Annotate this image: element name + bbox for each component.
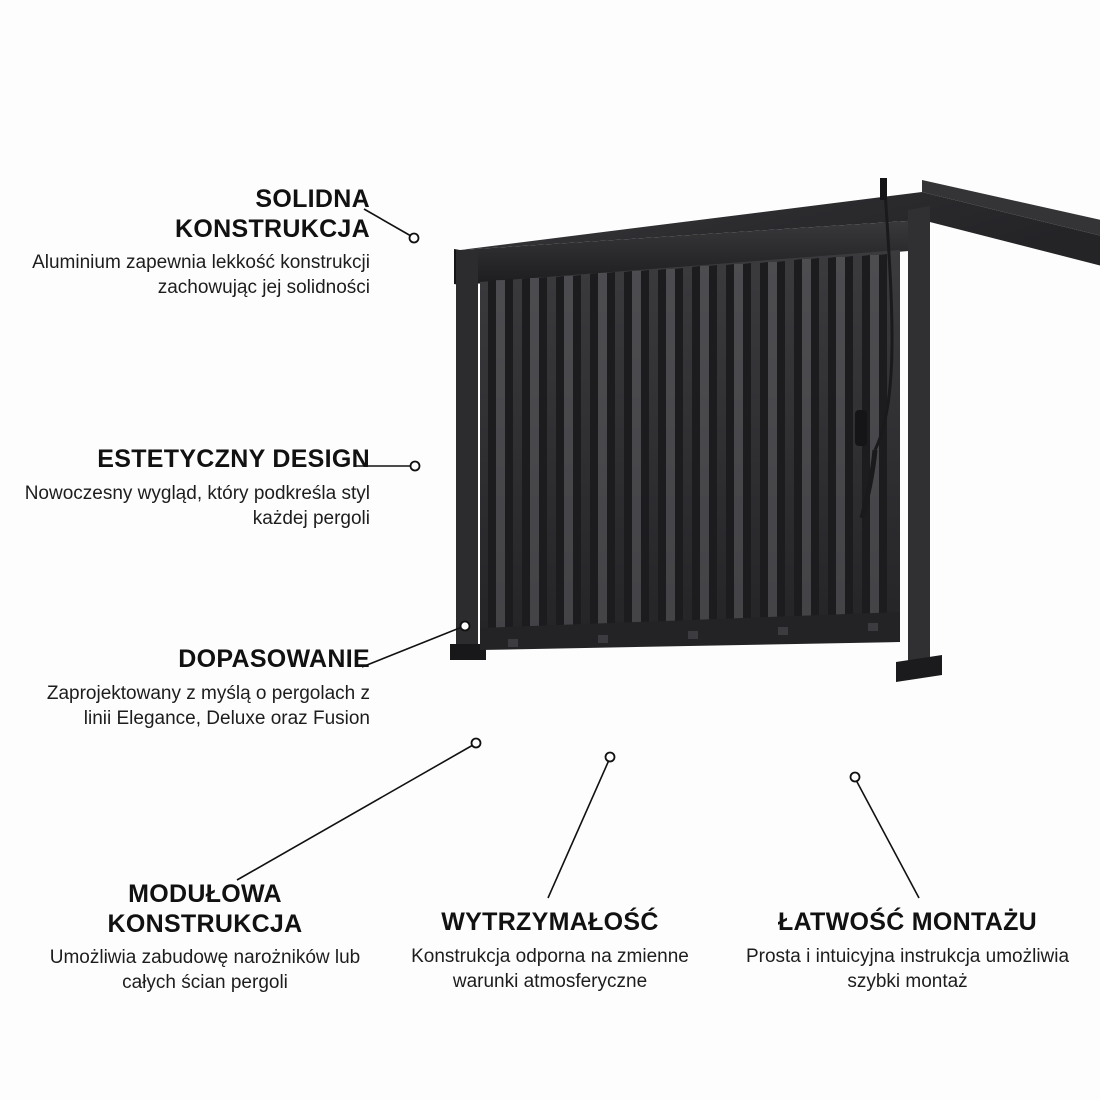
feature-title-line2: KONSTRUKCJA (175, 214, 370, 243)
connector-modulowa (237, 745, 473, 880)
feature-title-line2: KONSTRUKCJA (107, 909, 303, 938)
feature-description: Nowoczesny wygląd, który podkreśla styl każdej pergoli (24, 482, 370, 529)
rear-post-foot (896, 655, 942, 682)
feature-description: Prosta i intuicyjna instrukcja umożliwia szybki montaż (745, 945, 1070, 992)
feature-title: ŁATWOŚĆ MONTAŻU (777, 908, 1038, 936)
feature-description: Aluminium zapewnia lekkość konstrukcji zachowując jej solidności (32, 252, 370, 299)
cable-mount (880, 178, 887, 200)
feature-dopasowanie (20, 645, 370, 731)
feature-title-line1: SOLIDNA (255, 185, 370, 213)
product-illustration (430, 150, 1100, 730)
connector-dot-latwosc (851, 773, 860, 782)
feature-estetyczny-design (20, 445, 370, 531)
pergola-graphic (430, 150, 1100, 730)
feature-description: Zaprojektowany z myślą o pergolach z linii Elegance, Deluxe oraz Fusion (46, 682, 370, 729)
louvre-wall (480, 250, 900, 650)
front-post (456, 250, 478, 650)
feature-title: WYTRZYMAŁOŚĆ (441, 908, 659, 936)
connector-solidna (364, 209, 411, 236)
connector-latwosc (856, 780, 919, 898)
feature-title: ESTETYCZNY DESIGN (97, 445, 370, 473)
feature-title-line1: MODUŁOWA (128, 880, 282, 908)
connector-dot-solidna (410, 234, 419, 243)
feature-modulowa-konstrukcja (35, 880, 375, 995)
connector-dot-estetyczny (411, 462, 420, 471)
rear-post (908, 206, 930, 670)
feature-description: Konstrukcja odporna na zmienne warunki atmosferyczne (411, 945, 689, 992)
connector-dot-wytrzymalosc (606, 753, 615, 762)
cable-grip (855, 410, 867, 446)
feature-latwosc-montazu (735, 908, 1080, 994)
feature-solidna-konstrukcja (20, 185, 370, 300)
feature-description: Umożliwia zabudowę narożników lub całych ścian pergoli (49, 947, 361, 994)
connector-dot-modulowa (472, 739, 481, 748)
feature-title (20, 185, 370, 244)
feature-title (35, 880, 375, 939)
feature-title: DOPASOWANIE (178, 645, 370, 673)
connector-wytrzymalosc (548, 760, 609, 898)
feature-wytrzymalosc (395, 908, 705, 994)
